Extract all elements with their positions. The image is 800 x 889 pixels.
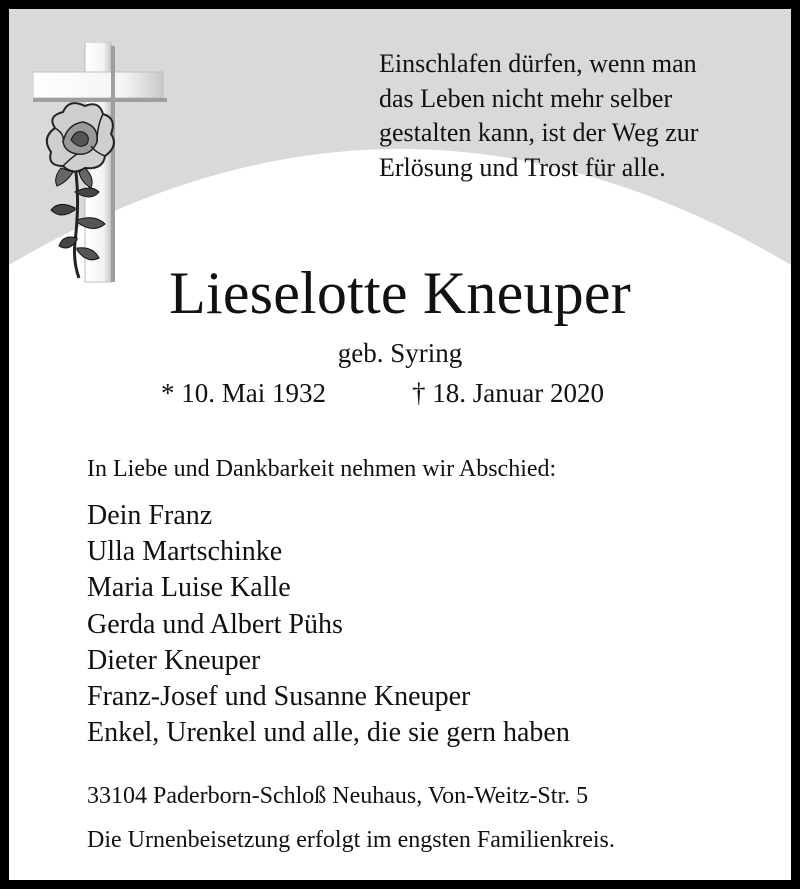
farewell-intro: In Liebe und Dankbarkeit nehmen wir Abschied: xyxy=(87,456,557,482)
deceased-name: Lieselotte Kneuper xyxy=(169,260,631,326)
birth-date: * 10. Mai 1932 xyxy=(161,378,326,408)
death-date: † 18. Januar 2020 xyxy=(412,378,604,408)
burial-note: Die Urnenbeisetzung erfolgt im engsten Familienkreis. xyxy=(87,827,615,853)
maiden-name: geb. Syring xyxy=(337,338,463,368)
mourner-item: Gerda und Albert Pühs xyxy=(87,608,343,640)
mourner-item: Maria Luise Kalle xyxy=(87,572,291,604)
mourner-item: Dieter Kneuper xyxy=(87,644,261,676)
mourner-item: Ulla Martschinke xyxy=(87,536,283,568)
quote-line: das Leben nicht mehr selber xyxy=(379,83,673,113)
quote-line: Erlösung und Trost für alle. xyxy=(379,152,666,182)
quote xyxy=(379,47,698,185)
mourner-item: Enkel, Urenkel und alle, die sie gern haben xyxy=(87,717,570,749)
mourner-item: Dein Franz xyxy=(87,500,213,531)
quote-line: gestalten kann, ist der Weg zur xyxy=(379,118,699,147)
mourner-item: Franz-Josef und Susanne Kneuper xyxy=(87,681,471,713)
mourners-list xyxy=(87,498,570,751)
life-dates xyxy=(9,375,791,411)
quote-line: Einschlafen dürfen, wenn man xyxy=(379,49,697,78)
family-address: 33104 Paderborn-Schloß Neuhaus, Von-Weitz-Str. 5 xyxy=(87,783,589,809)
cross-icon xyxy=(33,42,169,288)
